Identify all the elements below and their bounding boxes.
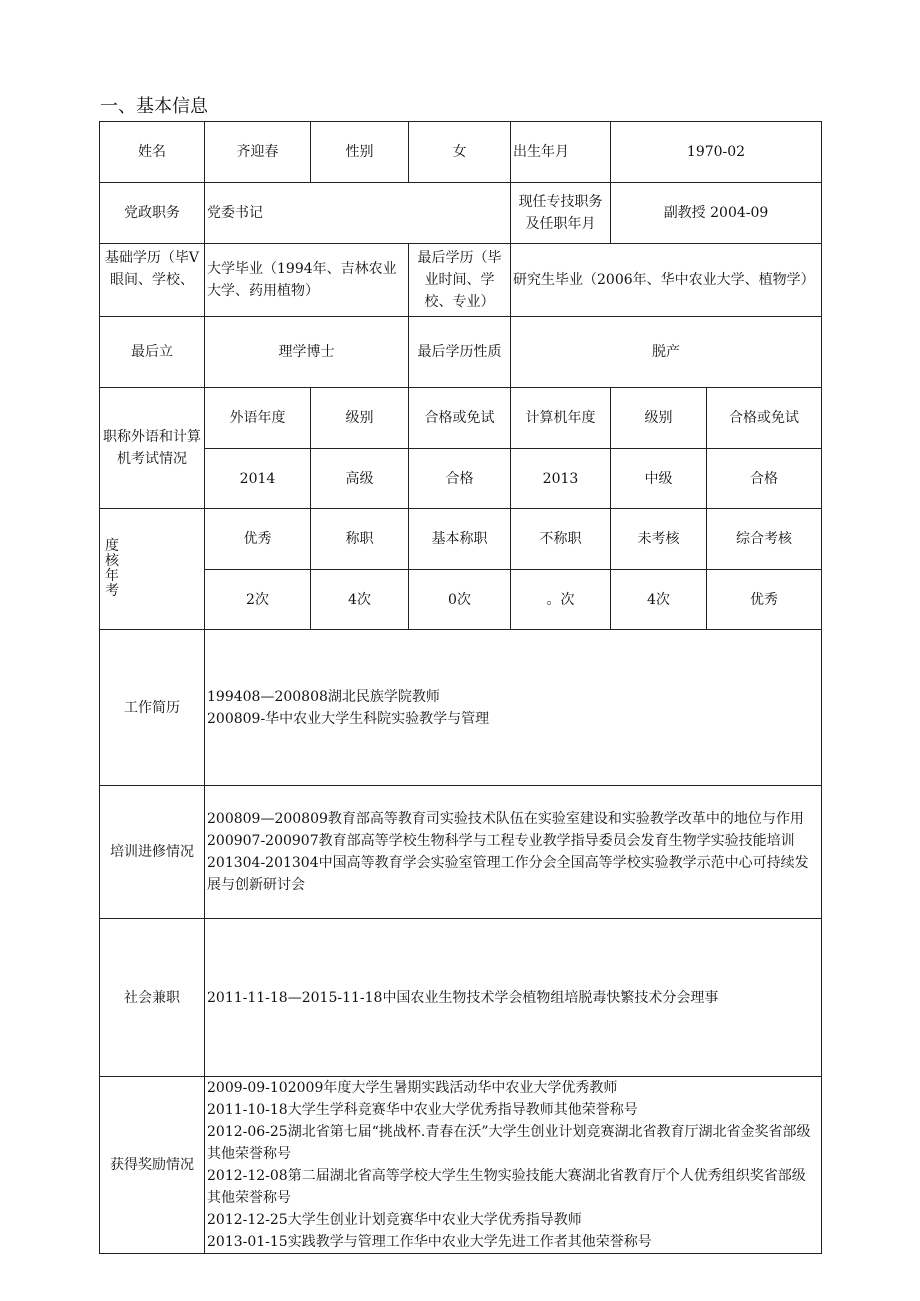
- social-row: [100, 919, 822, 1077]
- exam-value-cell: 合格: [707, 449, 822, 509]
- awards-row: [100, 1077, 822, 1254]
- last-edu-nature-value: 脱产: [511, 317, 822, 388]
- assessment-value-cell: 4次: [311, 570, 409, 630]
- assessment-label: 度核年考: [105, 538, 119, 599]
- education-row: [100, 244, 822, 317]
- assessment-header-row: [100, 509, 822, 570]
- training-line: 201304-201304中国高等教育学会实验室管理工作分会全国高等学校实验教学示范中心可持续发展与创新研讨会: [207, 855, 809, 893]
- social-content: [205, 919, 822, 1077]
- exam-value-cell: 合格: [409, 449, 511, 509]
- assessment-header-cell: 未考核: [611, 509, 707, 570]
- awards-line: 2009-09-102009年度大学生暑期实践活动华中农业大学优秀教师: [207, 1080, 618, 1096]
- last-edu-label: 最后学历（毕业时间、学校、专业）: [409, 244, 511, 317]
- tech-title-label: 现任专技职务及任职年月: [511, 183, 611, 244]
- awards-line: 2013-01-15实践教学与管理工作华中农业大学先进工作者其他荣誉称号: [207, 1234, 652, 1250]
- position-row: [100, 183, 822, 244]
- assessment-header-cell: 称职: [311, 509, 409, 570]
- training-line: 200907-200907教育部高等学校生物科学与工程专业教学指导委员会发育生物学实验技能培训: [207, 833, 795, 849]
- assessment-label-cell: [100, 509, 205, 630]
- exam-value-cell: 高级: [311, 449, 409, 509]
- last-edu-value: 研究生毕业（2006年、华中农业大学、植物学）: [511, 244, 822, 317]
- assessment-value-cell: 。次: [511, 570, 611, 630]
- birth-value: 1970-02: [611, 122, 822, 183]
- birth-label: 出生年月: [511, 122, 611, 183]
- work-history-content: [205, 630, 822, 786]
- gender-label: 性别: [311, 122, 409, 183]
- last-degree-label: 最后立: [100, 317, 205, 388]
- awards-line: 2012-12-08第二届湖北省高等学校大学生生物实验技能大赛湖北省教育厅个人优秀组织奖省部级其他荣誉称号: [207, 1168, 806, 1206]
- last-edu-nature-label: 最后学历性质: [409, 317, 511, 388]
- exam-header-row: [100, 388, 822, 449]
- exam-header-cell: 计算机年度: [511, 388, 611, 449]
- basic-info-table: [99, 121, 822, 1254]
- gender-value: 女: [409, 122, 511, 183]
- basic-edu-label: 基础学历（毕Ⅴ眼间、学校、: [100, 244, 205, 317]
- social-line: 2011-11-18—2015-11-18中国农业生物技术学会植物组培脱毒快繁技术分会理事: [207, 989, 719, 1006]
- last-degree-value: 理学博士: [205, 317, 409, 388]
- exam-value-cell: 中级: [611, 449, 707, 509]
- exam-label: 职称外语和计算机考试情况: [100, 388, 205, 509]
- work-history-line: 200809-华中农业大学生科院实验教学与管理: [207, 710, 490, 727]
- exam-header-cell: 合格或免试: [409, 388, 511, 449]
- assessment-header-cell: 不称职: [511, 509, 611, 570]
- exam-header-cell: 级别: [611, 388, 707, 449]
- party-position-value: 党委书记: [205, 183, 511, 244]
- awards-line: 2012-06-25湖北省第七届“挑战杯.青春在沃”大学生创业计划竞赛湖北省教育厅湖北省金奖省部级其他荣誉称号: [207, 1124, 811, 1162]
- awards-label: 获得奖励情况: [100, 1077, 205, 1254]
- name-label: 姓名: [100, 122, 205, 183]
- awards-content: [205, 1077, 822, 1254]
- assessment-header-cell: 综合考核: [707, 509, 822, 570]
- work-history-line: 199408—200808湖北民族学院教师: [207, 688, 440, 705]
- training-content: [205, 786, 822, 919]
- party-position-label: 党政职务: [100, 183, 205, 244]
- training-line: 200809—200809教育部高等教育司实验技术队伍在实验室建设和实验教学改革中的地位与作用: [207, 811, 804, 827]
- awards-line: 2012-12-25大学生创业计划竞赛华中农业大学优秀指导教师: [207, 1212, 582, 1228]
- basic-edu-value: 大学毕业（1994年、吉林农业大学、药用植物）: [205, 244, 409, 317]
- training-row: [100, 786, 822, 919]
- exam-value-cell: 2013: [511, 449, 611, 509]
- work-history-label: 工作简历: [100, 630, 205, 786]
- tech-title-value: 副教授 2004-09: [611, 183, 822, 244]
- exam-header-cell: 级别: [311, 388, 409, 449]
- name-value: 齐迎春: [205, 122, 311, 183]
- degree-row: [100, 317, 822, 388]
- assessment-header-cell: 基本称职: [409, 509, 511, 570]
- assessment-value-cell: 4次: [611, 570, 707, 630]
- assessment-value-cell: 0次: [409, 570, 511, 630]
- assessment-value-cell: 2次: [205, 570, 311, 630]
- awards-line: 2011-10-18大学生学科竞赛华中农业大学优秀指导教师其他荣誉称号: [207, 1102, 638, 1118]
- exam-value-cell: 2014: [205, 449, 311, 509]
- social-label: 社会兼职: [100, 919, 205, 1077]
- training-label: 培训进修情况: [100, 786, 205, 919]
- exam-header-cell: 合格或免试: [707, 388, 822, 449]
- exam-header-cell: 外语年度: [205, 388, 311, 449]
- assessment-value-row: [100, 570, 822, 630]
- work-history-row: [100, 630, 822, 786]
- assessment-header-cell: 优秀: [205, 509, 311, 570]
- exam-value-row: [100, 449, 822, 509]
- name-row: [100, 122, 822, 183]
- assessment-value-cell: 优秀: [707, 570, 822, 630]
- section-title: 一、基本信息: [100, 96, 208, 117]
